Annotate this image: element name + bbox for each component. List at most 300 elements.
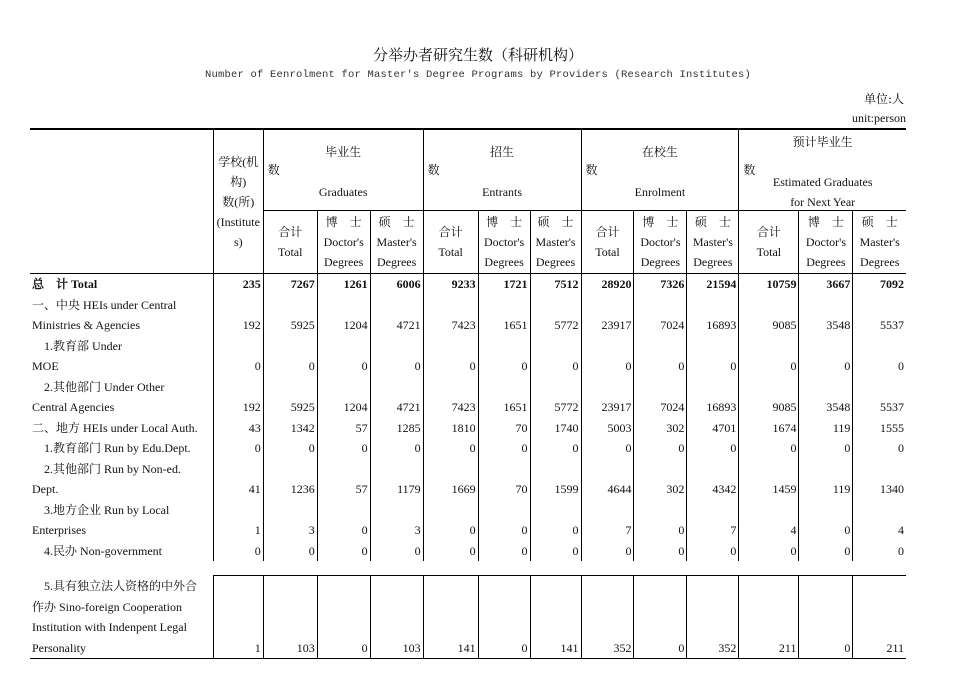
table-cell (478, 377, 530, 398)
table-cell: 4342 (687, 479, 739, 500)
table-cell (423, 377, 478, 398)
table-cell (370, 459, 423, 480)
table-cell (687, 295, 739, 316)
table-row (30, 500, 906, 521)
table-cell: 352 (581, 638, 634, 659)
table-cell (263, 377, 317, 398)
table-cell: 3667 (799, 274, 853, 295)
master-en2: Degrees (860, 255, 900, 269)
table-cell (739, 576, 799, 597)
table-cell (687, 500, 739, 521)
table-cell (213, 500, 263, 521)
table-cell (739, 617, 799, 638)
unit-label-en: unit:person (852, 111, 906, 125)
institutes-cn-line2: 构) (230, 175, 247, 189)
spacer-cell (634, 561, 687, 576)
row-label: 1.教育部 Under (32, 338, 122, 353)
table-cell: 0 (739, 356, 799, 377)
table-cell (853, 459, 906, 480)
table-cell (317, 597, 370, 618)
spacer-cell (530, 561, 581, 576)
table-cell (581, 576, 634, 597)
table-cell: 0 (478, 541, 530, 562)
table-cell: 0 (263, 541, 317, 562)
table-cell (739, 500, 799, 521)
table-cell: 0 (739, 438, 799, 459)
total-en: Total (438, 245, 463, 259)
table-row (30, 315, 906, 336)
table-cell: 0 (581, 541, 634, 562)
table-cell: 7 (687, 520, 739, 541)
table-cell: 302 (634, 479, 687, 500)
master-en1: Master's (376, 235, 417, 249)
table-cell: 23917 (581, 397, 634, 418)
table-cell (739, 459, 799, 480)
spacer-cell (478, 561, 530, 576)
table-cell (263, 336, 317, 357)
table-cell: 0 (263, 438, 317, 459)
table-row (30, 274, 906, 295)
spacer-cell (263, 561, 317, 576)
row-label: Institution with Indenpent Legal (32, 620, 187, 634)
table-cell (530, 295, 581, 316)
table-cell (423, 336, 478, 357)
table-cell (370, 597, 423, 618)
table-cell: 43 (213, 418, 263, 439)
table-cell: 1 (213, 520, 263, 541)
table-cell (799, 295, 853, 316)
table-cell: 1261 (317, 274, 370, 295)
table-cell: 41 (213, 479, 263, 500)
table-cell: 1 (213, 638, 263, 659)
spacer-cell (213, 561, 263, 576)
table-cell: 3548 (799, 315, 853, 336)
graduates-cn: 毕业生 (325, 145, 362, 159)
table-cell (853, 336, 906, 357)
master-en2: Degrees (693, 255, 733, 269)
table-cell: 119 (799, 479, 853, 500)
table-cell: 5925 (263, 397, 317, 418)
row-label: Ministries & Agencies (32, 318, 140, 332)
shu-label: 数 (267, 163, 280, 177)
table-cell: 0 (478, 438, 530, 459)
shu-label: 数 (427, 163, 440, 177)
table-cell (263, 459, 317, 480)
table-cell: 7024 (634, 397, 687, 418)
table-cell: 5772 (530, 397, 581, 418)
estimated-en-line2: for Next Year (790, 195, 856, 209)
table-row (30, 541, 906, 562)
table-cell (634, 597, 687, 618)
table-cell (853, 377, 906, 398)
table-cell: 0 (317, 356, 370, 377)
table-cell: 0 (687, 356, 739, 377)
table-cell: 5925 (263, 315, 317, 336)
table-cell (634, 617, 687, 638)
subheader-enrolment-master (687, 211, 739, 274)
row-label: Personality (30, 638, 213, 659)
table-cell (799, 597, 853, 618)
table-cell: 0 (370, 438, 423, 459)
row-label: MOE (32, 359, 59, 373)
table-row (30, 336, 906, 357)
total-en: Total (277, 245, 303, 259)
table-row (30, 397, 906, 418)
table-row (30, 418, 906, 439)
table-cell (213, 295, 263, 316)
table-cell: 0 (799, 638, 853, 659)
table-cell (634, 377, 687, 398)
subheader-graduates-doctor (317, 211, 370, 274)
table-cell: 3548 (799, 397, 853, 418)
table-cell: 4701 (687, 418, 739, 439)
table-cell (634, 336, 687, 357)
table-cell: 4 (739, 520, 799, 541)
graduates-en: Graduates (318, 185, 368, 199)
row-label: 3.地方企业 Run by Local (32, 502, 170, 517)
table-cell (799, 459, 853, 480)
subheader-enrolment-total (581, 211, 634, 274)
institutes-en-line2: s) (233, 235, 243, 249)
master-cn: 硕 士 (537, 215, 574, 229)
subheader-estimated-master (853, 211, 906, 274)
table-cell: 0 (213, 438, 263, 459)
total-en: Total (756, 245, 782, 259)
table-cell: 211 (739, 638, 799, 659)
estimated-cn: 预计毕业生 (792, 135, 853, 149)
header-entrants (423, 129, 581, 211)
master-en1: Master's (859, 235, 900, 249)
table-cell (739, 597, 799, 618)
table-cell (213, 377, 263, 398)
doctor-en2: Degrees (806, 255, 846, 269)
table-cell: 0 (370, 356, 423, 377)
table-cell: 0 (687, 438, 739, 459)
doctor-cn: 博 士 (486, 215, 523, 229)
unit-label-cn: 单位:人 (863, 92, 904, 106)
table-cell: 1342 (263, 418, 317, 439)
spacer-cell (370, 561, 423, 576)
table-cell: 7092 (853, 274, 906, 295)
table-cell: 1340 (853, 479, 906, 500)
subheader-estimated-doctor (799, 211, 853, 274)
spacer-cell (581, 561, 634, 576)
page-title: 分举办者研究生数（科研机构） (372, 46, 583, 64)
row-label: Enterprises (32, 523, 86, 537)
table-cell: 192 (213, 397, 263, 418)
table-cell (687, 576, 739, 597)
table-cell (213, 597, 263, 618)
table-cell: 0 (317, 438, 370, 459)
table-row (30, 459, 906, 480)
entrants-en: Entrants (482, 185, 523, 199)
table-cell (530, 459, 581, 480)
table-cell: 0 (739, 541, 799, 562)
table-cell: 5772 (530, 315, 581, 336)
table-cell: 103 (263, 638, 317, 659)
table-cell (687, 377, 739, 398)
entrants-cn: 招生 (490, 145, 515, 159)
table-cell: 57 (317, 479, 370, 500)
subheader-graduates-total (263, 211, 317, 274)
row-label: 2.其他部门 Under Other (32, 379, 165, 394)
table-cell (370, 377, 423, 398)
table-cell: 1555 (853, 418, 906, 439)
table-cell (370, 576, 423, 597)
doctor-en2: Degrees (640, 255, 681, 269)
table-cell (263, 576, 317, 597)
table-cell (687, 597, 739, 618)
table-row (30, 638, 906, 659)
table-cell: 1204 (317, 397, 370, 418)
master-en1: Master's (535, 235, 576, 249)
table-cell: 4 (853, 520, 906, 541)
table-cell: 0 (530, 438, 581, 459)
table-cell: 0 (213, 541, 263, 562)
subheader-entrants-doctor (478, 211, 530, 274)
subheader-entrants-master (530, 211, 581, 274)
table-cell: 1459 (739, 479, 799, 500)
table-cell (687, 459, 739, 480)
table-cell (370, 336, 423, 357)
header-estimated (739, 129, 906, 211)
table-cell: 0 (581, 438, 634, 459)
table-cell (478, 500, 530, 521)
table-cell (423, 500, 478, 521)
estimated-en-line1: Estimated Graduates (772, 175, 873, 189)
table-cell (739, 336, 799, 357)
table-cell (423, 597, 478, 618)
table-cell (581, 617, 634, 638)
table-cell: 70 (478, 479, 530, 500)
doctor-en1: Doctor's (484, 235, 525, 249)
table-cell: 0 (530, 520, 581, 541)
table-cell (687, 617, 739, 638)
table-cell (213, 576, 263, 597)
table-cell: 0 (423, 356, 478, 377)
doctor-cn: 博 士 (807, 215, 844, 229)
enrolment-en: Enrolment (634, 185, 686, 199)
table-cell: 16893 (687, 397, 739, 418)
table-cell: 3 (370, 520, 423, 541)
table-cell: 7 (581, 520, 634, 541)
table-row (30, 438, 906, 459)
table-cell (634, 459, 687, 480)
table-cell: 0 (317, 520, 370, 541)
table-cell (317, 336, 370, 357)
table-cell (581, 336, 634, 357)
table-cell (687, 336, 739, 357)
table-row (30, 479, 906, 500)
table-cell (530, 500, 581, 521)
table-cell: 5537 (853, 315, 906, 336)
subheader-graduates-master (370, 211, 423, 274)
table-cell: 4721 (370, 315, 423, 336)
table-cell (581, 295, 634, 316)
table-cell (799, 336, 853, 357)
table-cell (530, 576, 581, 597)
table-cell: 0 (634, 438, 687, 459)
table-row (30, 520, 906, 541)
doctor-en2: Degrees (324, 255, 364, 269)
table-cell: 192 (213, 315, 263, 336)
table-cell: 1674 (739, 418, 799, 439)
table-cell: 9233 (423, 274, 478, 295)
table-cell (370, 295, 423, 316)
table-cell: 6006 (370, 274, 423, 295)
row-label: 1.教育部门 Run by Edu.Dept. (32, 441, 191, 455)
table-cell (317, 617, 370, 638)
table-cell: 0 (213, 356, 263, 377)
institutes-cn-line3: 数(所) (222, 195, 255, 209)
table-cell (853, 295, 906, 316)
table-cell (478, 295, 530, 316)
total-cn: 合计 (595, 225, 620, 239)
shu-label: 数 (743, 163, 756, 177)
table-cell (317, 500, 370, 521)
table-cell: 103 (370, 638, 423, 659)
table-cell (530, 597, 581, 618)
table-cell: 7024 (634, 315, 687, 336)
table-row (30, 356, 906, 377)
table-cell (853, 500, 906, 521)
table-cell (213, 336, 263, 357)
table-cell: 7423 (423, 315, 478, 336)
table-row (30, 377, 906, 398)
table-cell: 0 (634, 541, 687, 562)
row-label: 总 计 Total (30, 274, 213, 295)
table-cell (581, 459, 634, 480)
table-cell: 1599 (530, 479, 581, 500)
doctor-cn: 博 士 (642, 215, 679, 229)
table-cell (317, 576, 370, 597)
table-cell: 10759 (739, 274, 799, 295)
table-cell: 0 (423, 520, 478, 541)
table-cell: 0 (853, 356, 906, 377)
enrolment-cn: 在校生 (641, 145, 678, 159)
doctor-en1: Doctor's (323, 235, 364, 249)
table-cell (263, 295, 317, 316)
table-cell (263, 500, 317, 521)
table-cell: 0 (530, 541, 581, 562)
table-cell: 7512 (530, 274, 581, 295)
table-cell: 28920 (581, 274, 634, 295)
table-cell: 0 (687, 541, 739, 562)
table-cell (530, 336, 581, 357)
total-cn: 合计 (438, 225, 463, 239)
spacer-cell (739, 561, 799, 576)
table-cell (799, 617, 853, 638)
table-cell: 1651 (478, 315, 530, 336)
row-label: 一、中央 HEIs under Central (32, 297, 177, 312)
total-en: Total (595, 245, 620, 259)
table-cell: 4644 (581, 479, 634, 500)
table-cell: 1179 (370, 479, 423, 500)
table-cell (423, 295, 478, 316)
header-institutes (213, 129, 263, 274)
table-cell (317, 459, 370, 480)
table-cell (853, 597, 906, 618)
table-cell (634, 295, 687, 316)
table-cell (478, 336, 530, 357)
table-cell: 235 (213, 274, 263, 295)
table-row (30, 576, 906, 597)
table-cell: 7267 (263, 274, 317, 295)
spacer-cell (853, 561, 906, 576)
table-cell (581, 500, 634, 521)
row-label: 二、地方 HEIs under Local Auth. (32, 420, 198, 435)
subheader-estimated-total (739, 211, 799, 274)
header-enrolment (581, 129, 739, 211)
table-cell: 0 (634, 520, 687, 541)
table-cell: 7423 (423, 397, 478, 418)
table-cell: 9085 (739, 397, 799, 418)
table-cell: 0 (478, 520, 530, 541)
row-label: 4.民办 Non-government (32, 543, 162, 558)
table-cell: 0 (530, 356, 581, 377)
table-cell (853, 617, 906, 638)
table-cell: 0 (370, 541, 423, 562)
table-cell (739, 377, 799, 398)
master-en2: Degrees (376, 255, 417, 269)
row-label: 作办 Sino-foreign Cooperation (32, 599, 182, 614)
table-cell: 0 (423, 438, 478, 459)
table-cell (370, 500, 423, 521)
master-en1: Master's (692, 235, 733, 249)
table-cell (478, 597, 530, 618)
doctor-en1: Doctor's (805, 235, 847, 249)
table-cell: 1285 (370, 418, 423, 439)
table-cell: 0 (317, 638, 370, 659)
table-cell: 9085 (739, 315, 799, 336)
spacer-cell (317, 561, 370, 576)
table-cell: 0 (317, 541, 370, 562)
table-cell: 141 (530, 638, 581, 659)
header-graduates (263, 129, 423, 211)
page-subtitle: Number of Eenrolment for Master's Degree Programs by Providers (Research Institutes) (204, 69, 752, 81)
table-cell: 1721 (478, 274, 530, 295)
table-cell: 0 (853, 438, 906, 459)
table-cell (581, 597, 634, 618)
table-cell (317, 377, 370, 398)
subheader-enrolment-doctor (634, 211, 687, 274)
table-cell: 5003 (581, 418, 634, 439)
table-row (30, 597, 906, 618)
table-cell (213, 617, 263, 638)
master-en2: Degrees (535, 255, 576, 269)
row-label: Central Agencies (32, 400, 115, 414)
table-cell (853, 576, 906, 597)
table-cell: 5537 (853, 397, 906, 418)
row-label: 2.其他部门 Run by Non-ed. (32, 461, 181, 476)
table-cell: 1236 (263, 479, 317, 500)
table-cell: 1204 (317, 315, 370, 336)
institutes-en-line1: (Institute (216, 215, 260, 229)
spacer-cell (423, 561, 478, 576)
subheader-entrants-total (423, 211, 478, 274)
master-cn: 硕 士 (861, 215, 898, 229)
table-cell (478, 617, 530, 638)
table-cell: 0 (263, 356, 317, 377)
table-cell (213, 459, 263, 480)
table-cell: 23917 (581, 315, 634, 336)
doctor-en1: Doctor's (640, 235, 681, 249)
table-cell: 7326 (634, 274, 687, 295)
spacer-cell (30, 561, 213, 576)
table-cell: 0 (799, 438, 853, 459)
table-cell (799, 576, 853, 597)
table-cell: 119 (799, 418, 853, 439)
